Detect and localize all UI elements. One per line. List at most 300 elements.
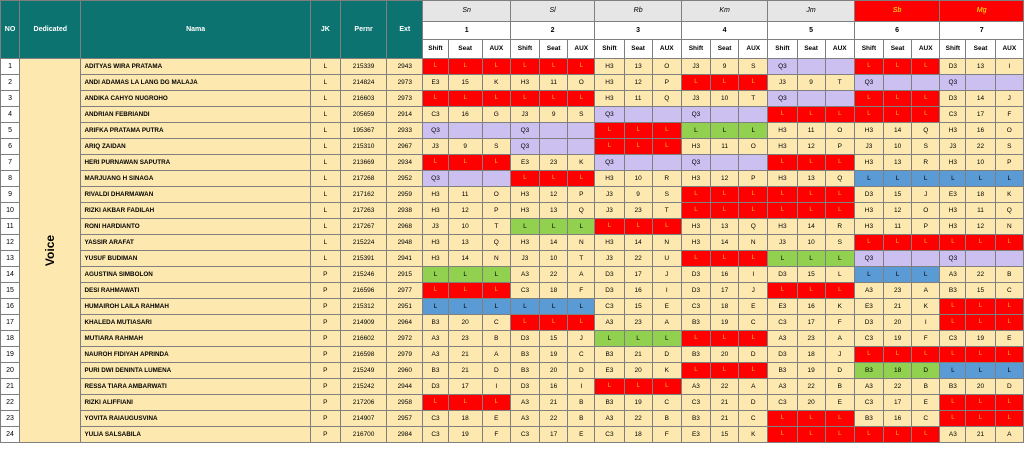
row-number: 16: [1, 299, 20, 315]
row-number: 11: [1, 219, 20, 235]
seat-cell: [540, 123, 568, 139]
aux-cell: S: [482, 139, 510, 155]
aux-cell: [825, 59, 854, 75]
aux-cell: D: [568, 363, 595, 379]
seat-cell: 12: [797, 139, 825, 155]
sub-header: AUX: [568, 40, 595, 59]
sub-header: Shift: [681, 40, 710, 59]
gender: P: [310, 315, 340, 331]
aux-cell: E: [482, 411, 510, 427]
seat-cell: 9: [797, 75, 825, 91]
extension: 2958: [387, 395, 423, 411]
agent-name: AGUSTINA SIMBOLON: [81, 267, 310, 283]
table-row: [1, 395, 1024, 411]
gender: L: [310, 123, 340, 139]
table-row: [1, 363, 1024, 379]
aux-cell: T: [825, 75, 854, 91]
table-row: [1, 187, 1024, 203]
seat-cell: 10: [797, 235, 825, 251]
seat-cell: 14: [966, 91, 995, 107]
aux-cell: L: [995, 299, 1023, 315]
seat-cell: 10: [448, 219, 482, 235]
pernr: 217268: [340, 171, 386, 187]
seat-cell: L: [540, 59, 568, 75]
sub-header: Seat: [884, 40, 912, 59]
aux-cell: B: [825, 379, 854, 395]
seat-cell: L: [884, 427, 912, 443]
shift-cell: L: [423, 59, 448, 75]
seat-cell: 18: [540, 283, 568, 299]
table-row: [1, 347, 1024, 363]
shift-cell: H3: [681, 235, 710, 251]
shift-cell: J3: [854, 139, 883, 155]
seat-cell: L: [624, 123, 652, 139]
agent-name: RONI HARDIANTO: [81, 219, 310, 235]
seat-cell: L: [966, 395, 995, 411]
seat-cell: 21: [540, 395, 568, 411]
shift-cell: C3: [595, 299, 624, 315]
shift-cell: E3: [854, 299, 883, 315]
table-row: [1, 251, 1024, 267]
shift-cell: H3: [510, 235, 539, 251]
pernr: 217206: [340, 395, 386, 411]
seat-cell: L: [966, 363, 995, 379]
seat-cell: L: [966, 171, 995, 187]
shift-cell: H3: [940, 123, 966, 139]
shift-cell: H3: [595, 235, 624, 251]
extension: 2968: [387, 219, 423, 235]
aux-cell: L: [739, 187, 768, 203]
aux-cell: D: [652, 347, 681, 363]
extension: 2964: [387, 315, 423, 331]
aux-cell: A: [825, 331, 854, 347]
agent-name: KHALEDA MUTIASARI: [81, 315, 310, 331]
table-row: [1, 139, 1024, 155]
shift-cell: L: [423, 267, 448, 283]
seat-cell: 13: [884, 155, 912, 171]
day-name-header: Sb: [854, 1, 939, 22]
shift-cell: L: [854, 107, 883, 123]
day-number-header: 5: [768, 22, 855, 40]
aux-cell: [652, 155, 681, 171]
seat-cell: L: [711, 187, 739, 203]
shift-cell: C3: [681, 395, 710, 411]
aux-cell: R: [912, 155, 940, 171]
shift-cell: L: [940, 395, 966, 411]
seat-cell: [448, 171, 482, 187]
aux-cell: I: [912, 315, 940, 331]
dedicated-voice-cell: [20, 59, 81, 443]
seat-cell: L: [966, 315, 995, 331]
seat-cell: 10: [884, 139, 912, 155]
aux-cell: L: [912, 107, 940, 123]
aux-cell: P: [652, 75, 681, 91]
seat-cell: L: [966, 347, 995, 363]
shift-cell: H3: [854, 203, 883, 219]
shift-cell: Q3: [768, 91, 797, 107]
seat-cell: 23: [624, 203, 652, 219]
aux-cell: A: [739, 379, 768, 395]
seat-cell: L: [448, 299, 482, 315]
agent-name: HERI PURNAWAN SAPUTRA: [81, 155, 310, 171]
seat-cell: 20: [540, 363, 568, 379]
shift-cell: D3: [768, 267, 797, 283]
aux-cell: L: [482, 395, 510, 411]
shift-cell: L: [510, 219, 539, 235]
seat-cell: L: [884, 107, 912, 123]
pernr: 215339: [340, 59, 386, 75]
shift-cell: L: [854, 427, 883, 443]
pernr: 215242: [340, 379, 386, 395]
seat-cell: L: [966, 299, 995, 315]
seat-cell: 19: [448, 427, 482, 443]
seat-cell: [797, 59, 825, 75]
aux-cell: [912, 251, 940, 267]
aux-cell: I: [739, 267, 768, 283]
extension: 2967: [387, 139, 423, 155]
shift-cell: Q3: [510, 123, 539, 139]
agent-name: NAUROH FIDIYAH APRINDA: [81, 347, 310, 363]
seat-cell: 22: [540, 411, 568, 427]
aux-cell: L: [995, 411, 1023, 427]
seat-cell: L: [711, 75, 739, 91]
aux-cell: L: [739, 363, 768, 379]
aux-cell: C: [912, 411, 940, 427]
seat-cell: L: [540, 315, 568, 331]
aux-cell: J: [995, 91, 1023, 107]
gender: L: [310, 251, 340, 267]
aux-cell: Q: [739, 219, 768, 235]
extension: 2934: [387, 155, 423, 171]
shift-cell: D3: [510, 331, 539, 347]
table-row: [1, 299, 1024, 315]
shift-cell: J3: [595, 203, 624, 219]
seat-cell: [711, 155, 739, 171]
day-name-header: Km: [681, 1, 767, 22]
seat-cell: L: [540, 219, 568, 235]
aux-cell: P: [912, 219, 940, 235]
shift-cell: L: [854, 235, 883, 251]
shift-cell: B3: [768, 363, 797, 379]
shift-cell: A3: [423, 331, 448, 347]
seat-cell: L: [448, 59, 482, 75]
sub-header: Seat: [540, 40, 568, 59]
seat-cell: L: [540, 299, 568, 315]
shift-cell: L: [510, 299, 539, 315]
table-row: [1, 155, 1024, 171]
pernr: 215312: [340, 299, 386, 315]
shift-cell: B3: [940, 379, 966, 395]
seat-cell: L: [884, 59, 912, 75]
seat-cell: 13: [966, 59, 995, 75]
pernr: 215249: [340, 363, 386, 379]
aux-cell: Q: [912, 123, 940, 139]
agent-name: PURI DWI DENINTA LUMENA: [81, 363, 310, 379]
shift-cell: A3: [595, 315, 624, 331]
seat-cell: 14: [797, 219, 825, 235]
table-row: [1, 171, 1024, 187]
aux-cell: E: [739, 299, 768, 315]
shift-cell: E3: [595, 363, 624, 379]
shift-cell: H3: [595, 171, 624, 187]
aux-cell: C: [739, 315, 768, 331]
shift-cell: B3: [681, 315, 710, 331]
shift-cell: H3: [768, 219, 797, 235]
shift-cell: E3: [423, 75, 448, 91]
shift-cell: H3: [510, 187, 539, 203]
seat-cell: 13: [448, 235, 482, 251]
gender: L: [310, 139, 340, 155]
shift-cell: L: [940, 171, 966, 187]
shift-cell: J3: [681, 91, 710, 107]
seat-cell: 21: [448, 347, 482, 363]
sub-header: Shift: [940, 40, 966, 59]
agent-name: ANDIKA CAHYO NUGROHO: [81, 91, 310, 107]
seat-cell: 12: [624, 75, 652, 91]
gender: P: [310, 427, 340, 443]
shift-cell: L: [423, 155, 448, 171]
seat-cell: 22: [966, 267, 995, 283]
aux-cell: L: [825, 283, 854, 299]
shift-cell: E3: [768, 299, 797, 315]
seat-cell: L: [624, 331, 652, 347]
shift-cell: B3: [595, 347, 624, 363]
aux-cell: C: [995, 283, 1023, 299]
aux-cell: N: [995, 219, 1023, 235]
shift-cell: L: [681, 75, 710, 91]
aux-cell: L: [739, 75, 768, 91]
seat-cell: 12: [540, 187, 568, 203]
aux-cell: E: [652, 299, 681, 315]
aux-cell: F: [912, 331, 940, 347]
agent-name: HUMAIROH LAILA RAHMAH: [81, 299, 310, 315]
row-number: 7: [1, 155, 20, 171]
agent-name: RIZKI ALIFFIANI: [81, 395, 310, 411]
row-number: 6: [1, 139, 20, 155]
aux-cell: L: [825, 187, 854, 203]
shift-cell: L: [681, 187, 710, 203]
seat-cell: 21: [448, 363, 482, 379]
seat-cell: 23: [797, 331, 825, 347]
shift-cell: L: [940, 299, 966, 315]
seat-cell: 17: [797, 315, 825, 331]
aux-cell: P: [568, 187, 595, 203]
shift-cell: C3: [681, 299, 710, 315]
shift-cell: D3: [423, 379, 448, 395]
aux-cell: S: [825, 235, 854, 251]
shift-cell: L: [854, 267, 883, 283]
seat-cell: [966, 251, 995, 267]
shift-cell: H3: [595, 59, 624, 75]
aux-cell: J: [825, 347, 854, 363]
shift-cell: L: [940, 235, 966, 251]
seat-cell: 18: [448, 411, 482, 427]
seat-cell: 10: [624, 171, 652, 187]
shift-cell: Q3: [681, 155, 710, 171]
aux-cell: K: [568, 155, 595, 171]
aux-cell: B: [912, 379, 940, 395]
aux-cell: L: [912, 235, 940, 251]
seat-cell: 13: [711, 219, 739, 235]
aux-cell: S: [912, 139, 940, 155]
seat-cell: 18: [711, 299, 739, 315]
aux-cell: O: [912, 203, 940, 219]
seat-cell: L: [540, 171, 568, 187]
shift-cell: C3: [510, 427, 539, 443]
table-row: [1, 203, 1024, 219]
gender: L: [310, 91, 340, 107]
aux-cell: F: [652, 427, 681, 443]
row-number: 15: [1, 283, 20, 299]
gender: P: [310, 299, 340, 315]
aux-cell: R: [825, 219, 854, 235]
table-row: [1, 123, 1024, 139]
seat-cell: 15: [884, 187, 912, 203]
extension: 2914: [387, 107, 423, 123]
pernr: 214907: [340, 411, 386, 427]
gender: P: [310, 347, 340, 363]
shift-cell: H3: [854, 219, 883, 235]
seat-cell: 12: [448, 203, 482, 219]
seat-cell: 12: [711, 171, 739, 187]
aux-cell: K: [652, 363, 681, 379]
shift-cell: L: [768, 155, 797, 171]
shift-cell: L: [681, 331, 710, 347]
day-number-header: 1: [423, 22, 510, 40]
seat-cell: 22: [624, 411, 652, 427]
shift-cell: L: [595, 331, 624, 347]
shift-cell: C3: [423, 411, 448, 427]
aux-cell: Q: [825, 171, 854, 187]
sub-header: Shift: [595, 40, 624, 59]
aux-cell: D: [739, 395, 768, 411]
seat-cell: L: [624, 379, 652, 395]
pernr: 215310: [340, 139, 386, 155]
shift-cell: L: [681, 363, 710, 379]
shift-cell: L: [510, 91, 539, 107]
shift-cell: A3: [681, 379, 710, 395]
sub-header: Shift: [423, 40, 448, 59]
shift-cell: A3: [768, 379, 797, 395]
aux-cell: S: [652, 187, 681, 203]
gender: L: [310, 187, 340, 203]
seat-cell: L: [797, 155, 825, 171]
shift-cell: Q3: [423, 123, 448, 139]
row-number: 12: [1, 235, 20, 251]
seat-cell: L: [448, 155, 482, 171]
aux-cell: E: [825, 395, 854, 411]
table-row: [1, 315, 1024, 331]
agent-name: MARJUANG H SINAGA: [81, 171, 310, 187]
seat-cell: 15: [797, 267, 825, 283]
shift-cell: L: [940, 363, 966, 379]
aux-cell: A: [568, 267, 595, 283]
seat-cell: 22: [540, 267, 568, 283]
table-row: [1, 107, 1024, 123]
aux-cell: L: [825, 107, 854, 123]
aux-cell: L: [995, 235, 1023, 251]
aux-cell: I: [568, 379, 595, 395]
shift-cell: L: [768, 251, 797, 267]
aux-cell: N: [739, 235, 768, 251]
seat-cell: 16: [884, 411, 912, 427]
shift-cell: J3: [768, 235, 797, 251]
shift-cell: L: [768, 203, 797, 219]
aux-cell: F: [568, 283, 595, 299]
seat-cell: L: [624, 139, 652, 155]
shift-cell: L: [510, 315, 539, 331]
extension: 2972: [387, 331, 423, 347]
shift-cell: L: [768, 411, 797, 427]
shift-cell: L: [940, 411, 966, 427]
seat-cell: 23: [448, 331, 482, 347]
seat-cell: [797, 91, 825, 107]
shift-cell: L: [595, 379, 624, 395]
aux-cell: J: [912, 187, 940, 203]
aux-cell: L: [912, 171, 940, 187]
seat-cell: 17: [966, 107, 995, 123]
seat-cell: L: [797, 187, 825, 203]
shift-cell: H3: [940, 219, 966, 235]
agent-name: RIZKI AKBAR FADILAH: [81, 203, 310, 219]
aux-cell: L: [995, 171, 1023, 187]
seat-cell: 21: [711, 411, 739, 427]
seat-cell: 17: [540, 427, 568, 443]
shift-cell: A3: [510, 267, 539, 283]
aux-cell: L: [652, 219, 681, 235]
shift-cell: H3: [423, 203, 448, 219]
shift-cell: H3: [595, 91, 624, 107]
aux-cell: [739, 107, 768, 123]
shift-cell: J3: [423, 219, 448, 235]
aux-cell: P: [739, 171, 768, 187]
gender: P: [310, 395, 340, 411]
row-number: 23: [1, 411, 20, 427]
aux-cell: Q: [482, 235, 510, 251]
pernr: 216603: [340, 91, 386, 107]
aux-cell: A: [912, 283, 940, 299]
seat-cell: 20: [711, 347, 739, 363]
shift-cell: D3: [595, 267, 624, 283]
aux-cell: [995, 251, 1023, 267]
row-number: 8: [1, 171, 20, 187]
aux-cell: R: [652, 171, 681, 187]
day-name-header: Rb: [595, 1, 681, 22]
shift-cell: C3: [423, 427, 448, 443]
day-number-header: 2: [510, 22, 594, 40]
row-number: 13: [1, 251, 20, 267]
aux-cell: D: [912, 363, 940, 379]
aux-cell: D: [825, 363, 854, 379]
aux-cell: T: [482, 219, 510, 235]
seat-cell: 14: [540, 235, 568, 251]
aux-cell: C: [482, 315, 510, 331]
shift-cell: L: [681, 203, 710, 219]
shift-cell: L: [768, 283, 797, 299]
aux-cell: L: [995, 347, 1023, 363]
pernr: 213669: [340, 155, 386, 171]
aux-cell: A: [995, 427, 1023, 443]
agent-name: ANDRIAN FEBRIANDI: [81, 107, 310, 123]
agent-name: ARIQ ZAIDAN: [81, 139, 310, 155]
gender: P: [310, 411, 340, 427]
row-number: 18: [1, 331, 20, 347]
agent-name: YULIA SALSABILA: [81, 427, 310, 443]
aux-cell: [568, 123, 595, 139]
shift-cell: H3: [595, 75, 624, 91]
aux-cell: C: [739, 411, 768, 427]
day-name-header: Mg: [940, 1, 1024, 22]
